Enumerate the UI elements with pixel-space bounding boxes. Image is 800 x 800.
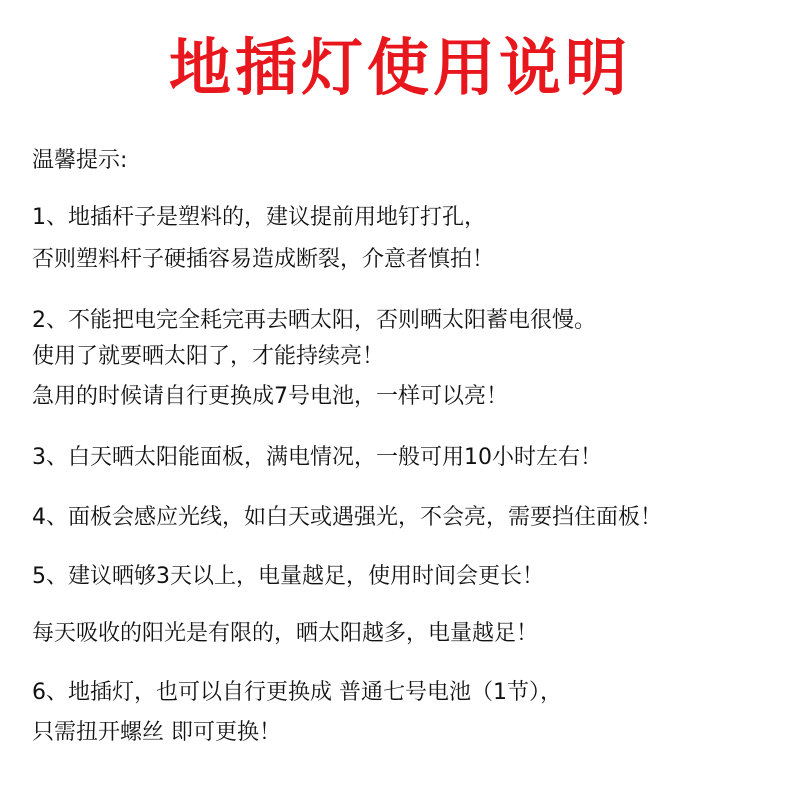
item-2-line-1: 2、不能把电完全耗完再去晒太阳，否则晒太阳蓄电很慢。 — [32, 308, 596, 333]
note-line: 每天吸收的阳光是有限的，晒太阳越多，电量越足！ — [32, 621, 539, 646]
item-1-line-2: 否则塑料杆子硬插容易造成断裂，介意者慎拍！ — [32, 247, 495, 272]
item-2-line-2: 使用了就要晒太阳了，才能持续亮！ — [32, 344, 385, 369]
item-5-line-1: 5、建议晒够3天以上，电量越足，使用时间会更长！ — [32, 564, 544, 589]
intro-text: 温馨提示: — [32, 148, 128, 173]
item-6-line-2: 只需扭开螺丝 即可更换！ — [32, 720, 281, 745]
item-6-line-1: 6、地插灯，也可以自行更换成 普通七号电池（1节）， — [32, 680, 562, 705]
page-title: 地插灯使用说明 — [168, 31, 631, 104]
item-3-line-1: 3、白天晒太阳能面板，满电情况，一般可用10小时左右！ — [32, 445, 602, 470]
item-2-line-3: 急用的时候请自行更换成7号电池，一样可以亮！ — [32, 384, 508, 409]
item-1-line-1: 1、地插杆子是塑料的，建议提前用地钉打孔， — [32, 205, 486, 230]
item-4-line-1: 4、面板会感应光线，如白天或遇强光，不会亮，需要挡住面板！ — [32, 505, 662, 530]
